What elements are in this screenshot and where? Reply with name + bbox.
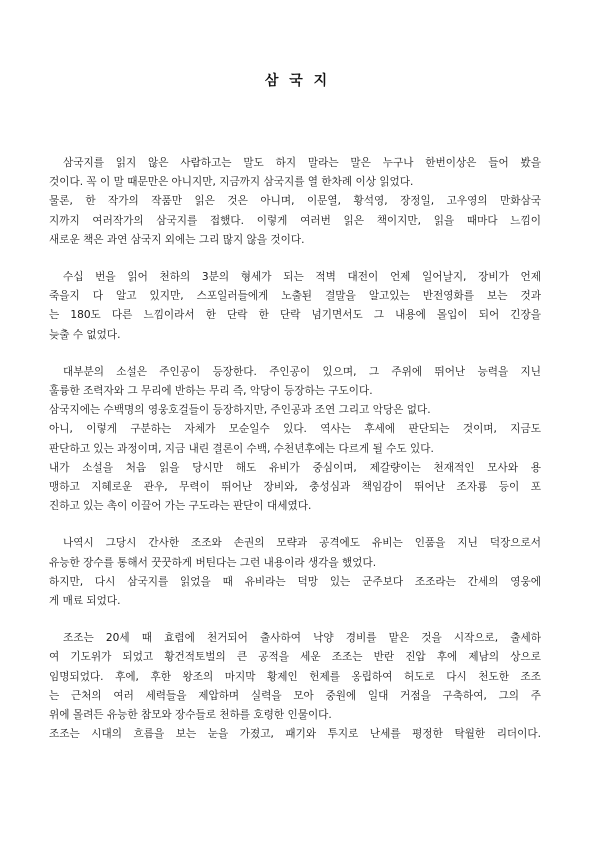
paragraph bbox=[49, 629, 541, 744]
text-line: 늦출 수 없었다. bbox=[49, 328, 121, 341]
text-line: 임명되었다. 후에, 후한 왕조의 마지막 황제인 헌제를 옹립하여 허도로 다시 천도한 조조 bbox=[49, 670, 541, 683]
document-body bbox=[49, 154, 541, 762]
text-line: 대부분의 소설은 주인공이 등장한다. 주인공이 있으며, 그 주위에 뛰어난 능력을 지닌 bbox=[63, 365, 541, 378]
text-line: 는 180도 다른 느낌이라서 한 단락 한 단락 넘기면서도 그 내용에 몰입이 되어 긴장을 bbox=[49, 309, 541, 322]
text-line: 조조는 시대의 흐름을 보는 눈을 가졌고, 패기와 투지로 난세를 평정한 탁월한 리더이다. bbox=[49, 728, 541, 741]
text-line: 는 근처의 여러 세력들을 제압하며 실력을 모아 중원에 일대 거점을 구축하여, 그의 주 bbox=[49, 689, 541, 702]
paragraph bbox=[49, 154, 541, 250]
text-line: 삼국지를 읽지 않은 사람하고는 말도 하지 말라는 말은 누구나 한번이상은 들어 봤을 bbox=[63, 157, 541, 169]
text-line: 죽을지 다 알고 있지만, 스포일러들에게 노출된 결말을 알고있는 반전영화를 보는 것과 bbox=[49, 290, 541, 303]
text-line: 새로운 책은 과연 삼국지 외에는 그리 많지 않을 것이다. bbox=[49, 233, 305, 246]
text-line: 조조는 20세 때 효렴에 천거되어 출사하여 낙양 경비를 맡은 것을 시작으로, 출세하 bbox=[63, 632, 541, 645]
text-line: 맹하고 지혜로운 관우, 무력이 뛰어난 장비와, 충성심과 책임감이 뛰어난 조자룡 등이 포 bbox=[49, 481, 541, 494]
text-line: 판단하고 있는 과정이며, 지금 내린 결론이 수백, 수천년후에는 다르게 될 수도 있다. bbox=[49, 442, 434, 455]
paragraph bbox=[49, 534, 541, 611]
text-line: 여 기도위가 되었고 황건적토벌의 큰 공적을 세운 조조는 반란 진압 후에 제남의 상으로 bbox=[49, 651, 541, 664]
text-line: 게 매료 되었다. bbox=[49, 595, 121, 608]
document-title: 삼 국 지 bbox=[264, 73, 331, 89]
text-line: 하지만, 다시 삼국지를 읽었을 때 유비라는 덕망 있는 군주보다 조조라는 간세의 영웅에 bbox=[49, 575, 541, 588]
text-line: 훌륭한 조력자와 그 무리에 반하는 무리 즉, 악당이 등장하는 구도이다. bbox=[49, 385, 373, 398]
text-line: 수십 번을 읽어 천하의 3분의 형세가 되는 적벽 대전이 언제 일어날지, 장비가 언제 bbox=[63, 271, 541, 284]
text-line: 것이다. 꼭 이 말 때문만은 아니지만, 지금까지 삼국지를 열 한차례 이상 읽었다. bbox=[49, 176, 414, 189]
text-line: 유능한 장수를 통해서 꿋꿋하게 버틴다는 그런 내용이라 생각을 했었다. bbox=[49, 556, 377, 569]
text-line: 지까지 여러작가의 삼국지를 접했다. 이렇게 여러번 읽은 책이지만, 읽을 때마다 느낌이 bbox=[49, 214, 541, 227]
paragraph bbox=[49, 363, 541, 517]
text-line: 위에 몰려든 유능한 참모와 장수들로 천하를 호령한 인물이다. bbox=[49, 709, 332, 722]
text-line: 진하고 있는 촉이 이끌어 가는 구도라는 판단이 대세였다. bbox=[49, 500, 312, 513]
text-line: 삼국지에는 수백명의 영웅호걸들이 등장하지만, 주인공과 조연 그리고 악당은 없다. bbox=[49, 404, 431, 417]
text-line: 물론, 한 작가의 작품만 읽은 것은 아니며, 이문열, 황석영, 장정일, 고우영의 만화삼국 bbox=[49, 195, 541, 208]
text-line: 나역시 그당시 간사한 조조와 손권의 모략과 공격에도 유비는 인품을 지닌 덕장으로서 bbox=[63, 537, 541, 550]
paragraph bbox=[49, 268, 541, 345]
text-line: 아니, 이렇게 구분하는 자체가 모순일수 있다. 역사는 후세에 판단되는 것이며, 지금도 bbox=[49, 423, 541, 436]
text-line: 내가 소설을 처음 읽을 당시만 해도 유비가 중심이며, 제갈량이는 천재적인 모사와 용 bbox=[49, 461, 541, 474]
